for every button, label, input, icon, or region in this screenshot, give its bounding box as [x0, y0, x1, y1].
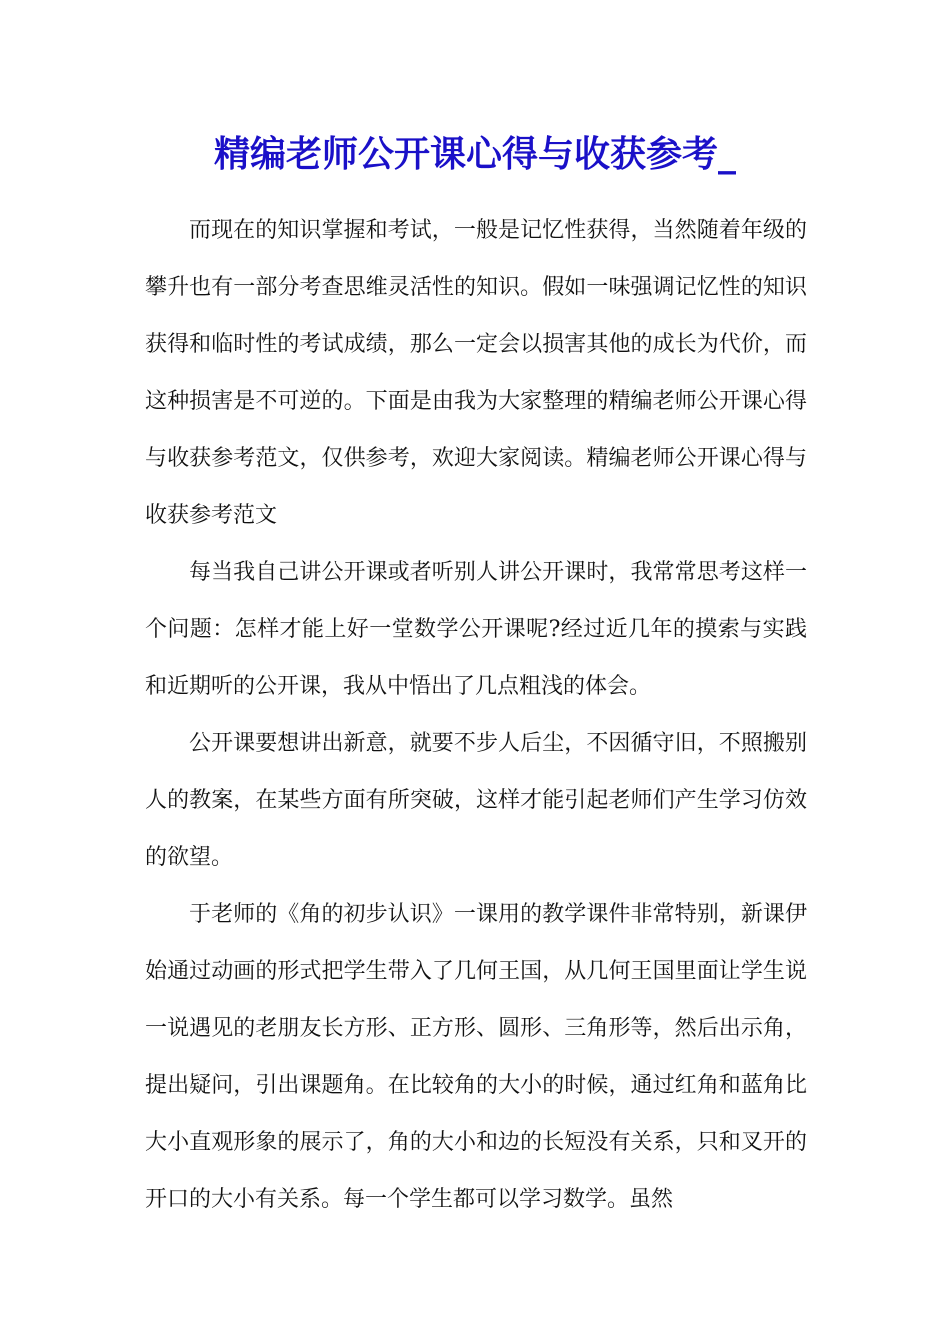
document-body: [145, 202, 807, 1228]
paragraph-2: 每当我自己讲公开课或者听别人讲公开课时，我常常思考这样一个问题：怎样才能上好一堂数学公开课呢?经过近几年的摸索与实践和近期听的公开课，我从中悟出了几点粗浅的体会。: [145, 560, 807, 699]
paragraph-1: 而现在的知识掌握和考试，一般是记忆性获得，当然随着年级的攀升也有一部分考查思维灵活性的知识。假如一味强调记忆性的知识获得和临时性的考试成绩，那么一定会以损害其他的成长为代价，而这种损害是不可逆的。下面是由我为大家整理的精编老师公开课心得与收获参考范文，仅供参考，欢迎大家阅读。精编老师公开课心得与收获参考范文: [145, 218, 807, 528]
paragraph-3: 公开课要想讲出新意，就要不步人后尘，不因循守旧，不照搬别人的教案，在某些方面有所突破，这样才能引起老师们产生学习仿效的欲望。: [145, 731, 807, 870]
document-title: 精编老师公开课心得与收获参考_: [213, 133, 736, 175]
paragraph-4: 于老师的《角的初步认识》一课用的教学课件非常特别，新课伊始通过动画的形式把学生带入了几何王国，从几何王国里面让学生说一说遇见的老朋友长方形、正方形、圆形、三角形等，然后出示角，提出疑问，引出课题角。在比较角的大小的时候，通过红角和蓝角比大小直观形象的展示了，角的大小和边的长短没有关系，只和叉开的开口的大小有关系。每一个学生都可以学习数学。虽然: [145, 902, 807, 1212]
